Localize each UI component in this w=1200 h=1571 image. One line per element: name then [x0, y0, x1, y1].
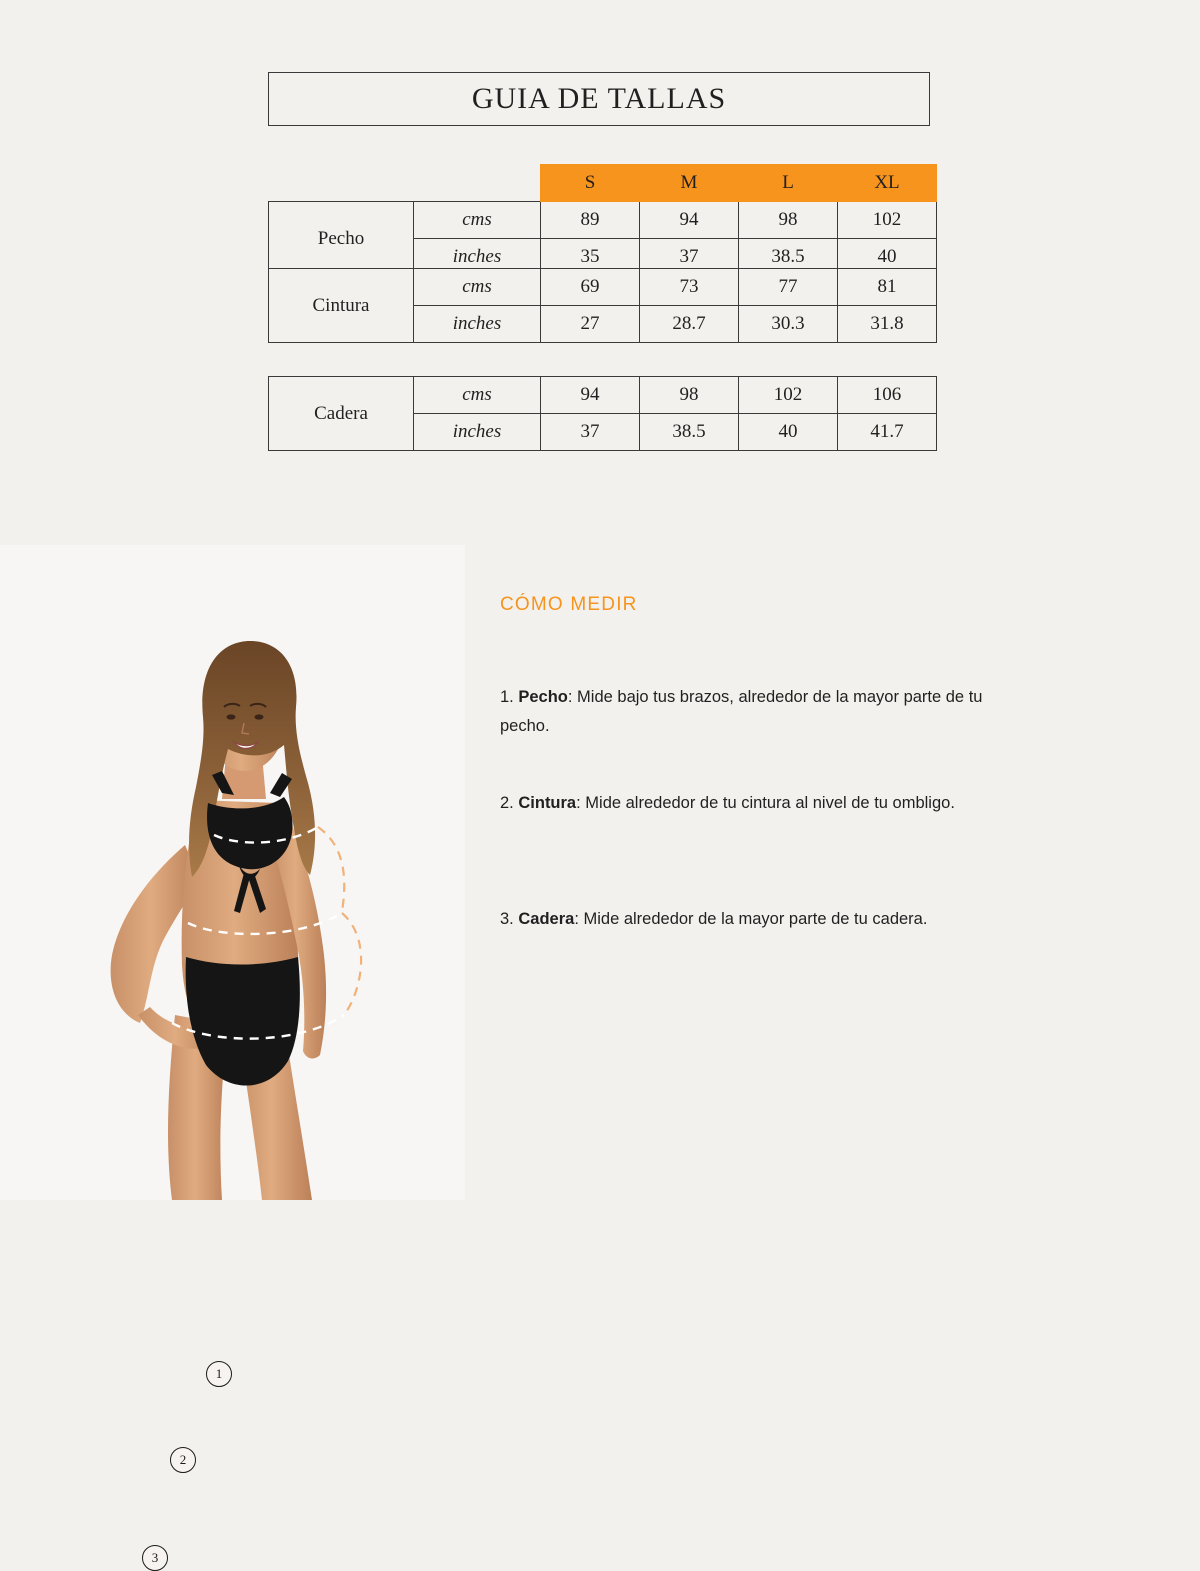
unit-inches: inches: [414, 239, 541, 276]
unit-cms: cms: [414, 377, 541, 414]
size-table-cintura: [268, 268, 937, 343]
value-cadera-cms-l: 102: [739, 377, 838, 414]
table-header-row: [269, 165, 937, 202]
value-pecho-in-m: 37: [640, 239, 739, 276]
unit-inches: inches: [414, 414, 541, 451]
value-cintura-cms-s: 69: [541, 269, 640, 306]
size-table-cadera: [268, 376, 937, 451]
header-spacer-label: [269, 165, 414, 202]
size-header-xl: XL: [838, 165, 937, 202]
value-cintura-cms-l: 77: [739, 269, 838, 306]
item-number-2: 2.: [500, 794, 514, 812]
item-term-2: Cintura: [518, 794, 577, 812]
page-title-box: [268, 72, 930, 126]
table-row: [269, 202, 937, 239]
size-header-m: M: [640, 165, 739, 202]
value-pecho-cms-l: 98: [739, 202, 838, 239]
value-pecho-in-l: 38.5: [739, 239, 838, 276]
callout-marker-1: 1: [206, 1361, 232, 1387]
row-label-pecho: Pecho: [269, 202, 414, 276]
value-pecho-in-s: 35: [541, 239, 640, 276]
value-cintura-cms-m: 73: [640, 269, 739, 306]
value-cintura-in-l: 30.3: [739, 306, 838, 343]
value-pecho-in-xl: 40: [838, 239, 937, 276]
value-cadera-in-m: 38.5: [640, 414, 739, 451]
item-number-3: 3.: [500, 910, 514, 928]
table-row: [269, 269, 937, 306]
value-cintura-cms-xl: 81: [838, 269, 937, 306]
value-pecho-cms-xl: 102: [838, 202, 937, 239]
how-to-measure-item-3: [500, 905, 1000, 934]
value-cadera-in-s: 37: [541, 414, 640, 451]
unit-cms: cms: [414, 269, 541, 306]
item-text-3: : Mide alrededor de la mayor parte de tu cadera.: [574, 910, 928, 928]
callout-marker-2: 2: [170, 1447, 196, 1473]
callout-marker-3: 3: [142, 1545, 168, 1571]
value-cadera-in-xl: 41.7: [838, 414, 937, 451]
page-title: GUIA DE TALLAS: [471, 82, 727, 115]
value-cadera-in-l: 40: [739, 414, 838, 451]
model-illustration: [0, 545, 465, 1200]
value-cintura-in-xl: 31.8: [838, 306, 937, 343]
value-cadera-cms-xl: 106: [838, 377, 937, 414]
unit-inches: inches: [414, 306, 541, 343]
header-spacer-unit: [414, 165, 541, 202]
item-term-1: Pecho: [518, 688, 568, 706]
value-cintura-in-s: 27: [541, 306, 640, 343]
value-pecho-cms-s: 89: [541, 202, 640, 239]
unit-cms: cms: [414, 202, 541, 239]
value-cadera-cms-m: 98: [640, 377, 739, 414]
size-header-l: L: [739, 165, 838, 202]
model-photo-panel: [0, 545, 465, 1565]
value-pecho-cms-m: 94: [640, 202, 739, 239]
row-label-cadera: Cadera: [269, 377, 414, 451]
how-to-measure-item-2: [500, 789, 1000, 818]
item-number-1: 1.: [500, 688, 514, 706]
item-text-1: : Mide bajo tus brazos, alrededor de la mayor parte de tu pecho.: [500, 688, 983, 735]
item-term-3: Cadera: [518, 910, 575, 928]
size-header-s: S: [541, 165, 640, 202]
size-table-pecho: [268, 164, 937, 276]
value-cadera-cms-s: 94: [541, 377, 640, 414]
table-row: [269, 377, 937, 414]
how-to-measure-title: CÓMO MEDIR: [500, 594, 638, 615]
item-text-2: : Mide alrededor de tu cintura al nivel de tu ombligo.: [576, 794, 955, 812]
value-cintura-in-m: 28.7: [640, 306, 739, 343]
how-to-measure-item-1: [500, 683, 1000, 741]
row-label-cintura: Cintura: [269, 269, 414, 343]
